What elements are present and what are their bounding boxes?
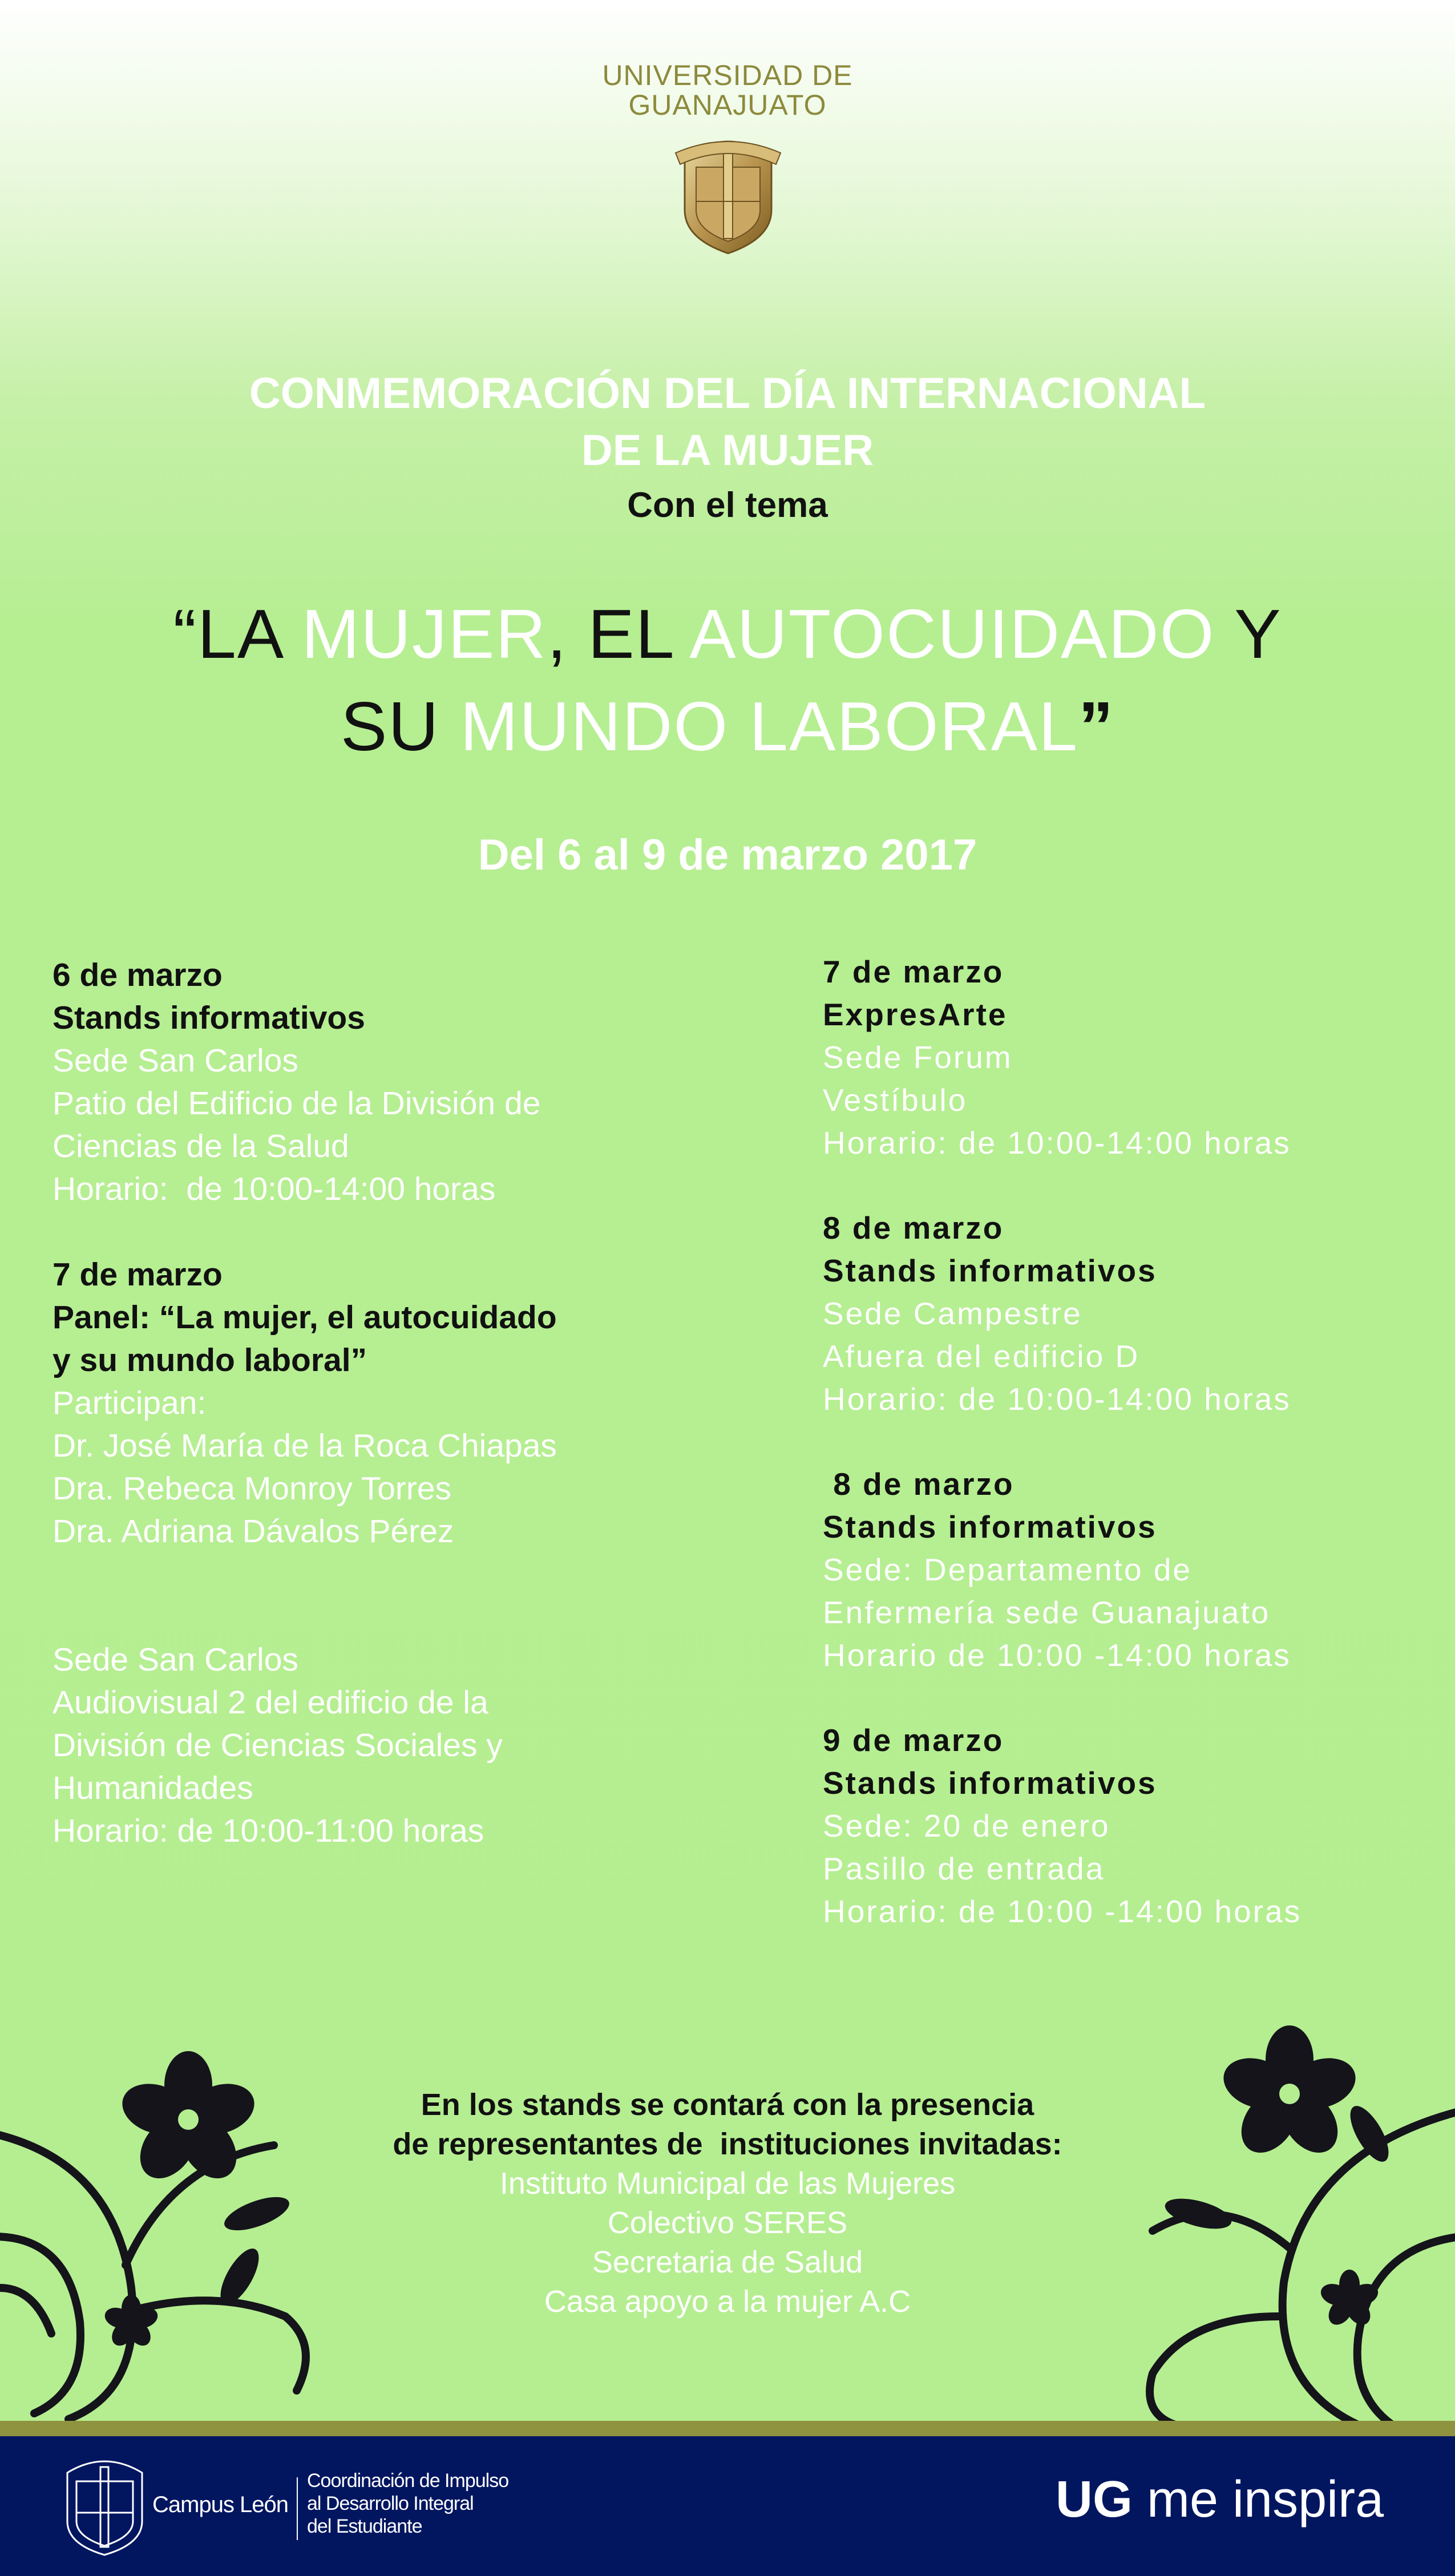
event-detail: División de Ciencias Sociales y (52, 1727, 503, 1764)
event-date: 7 de marzo (52, 1256, 223, 1293)
institution-item: Colectivo SERES (607, 2206, 848, 2240)
event-detail: Sede Campestre (823, 1296, 1082, 1331)
event-block (52, 1639, 503, 1853)
event-detail: Horario: de 10:00-14:00 horas (823, 1381, 1291, 1417)
coordination-line: del Estudiante (307, 2516, 422, 2537)
institutions-intro: de representantes de instituciones invitadas: (393, 2127, 1062, 2161)
event-block (823, 1463, 1291, 1677)
close-quote: ” (1078, 688, 1114, 765)
event-detail: Horario: de 10:00-11:00 horas (52, 1813, 484, 1849)
event-date: 6 de marzo (52, 957, 223, 993)
theme-intro: Con el tema (627, 486, 828, 525)
event-detail: Pasillo de entrada (823, 1851, 1105, 1886)
slogan-ug: UG (1056, 2471, 1133, 2528)
event-title: Stands informativos (823, 1253, 1157, 1288)
event-detail: Horario: de 10:00-14:00 horas (823, 1125, 1291, 1160)
olive-divider (0, 2421, 1455, 2436)
institution-item: Instituto Municipal de las Mujeres (499, 2166, 956, 2201)
event-block (823, 1207, 1291, 1421)
date-range: Del 6 al 9 de marzo 2017 (478, 831, 977, 879)
event-block (823, 951, 1291, 1164)
event-detail: Horario: de 10:00-14:00 horas (52, 1171, 496, 1207)
theme-word: SU (341, 688, 460, 765)
event-detail: Sede Forum (823, 1040, 1013, 1075)
event-title: y su mundo laboral” (52, 1342, 367, 1378)
institution-item: Casa apoyo a la mujer A.C (544, 2284, 911, 2319)
event-detail: Audiovisual 2 del edificio de la (52, 1684, 488, 1721)
institution-item: Secretaria de Salud (592, 2245, 863, 2279)
event-detail: Dr. José María de la Roca Chiapas (52, 1427, 557, 1464)
footer-divider (297, 2477, 298, 2540)
event-title-line-2: DE LA MUJER (581, 426, 874, 475)
coordination-line: Coordinación de Impulso (307, 2470, 509, 2492)
event-detail: Dra. Adriana Dávalos Pérez (52, 1513, 454, 1550)
event-detail: Ciencias de la Salud (52, 1128, 349, 1164)
campus-name: Campus León (152, 2492, 289, 2517)
event-detail: Sede: 20 de enero (823, 1808, 1110, 1843)
university-seal-logo (673, 124, 783, 254)
theme-title (0, 588, 1455, 773)
event-detail: Sede San Carlos (52, 1641, 298, 1678)
event-block (52, 1253, 557, 1553)
event-block (823, 1719, 1302, 1933)
slogan (1056, 2470, 1384, 2529)
event-detail: Dra. Rebeca Monroy Torres (52, 1470, 452, 1507)
theme-word: LA (197, 595, 302, 673)
invited-institutions (0, 2085, 1455, 2322)
theme-word-highlight: MUJER (301, 595, 547, 673)
event-detail: Horario de 10:00 -14:00 horas (823, 1637, 1291, 1673)
event-detail: Horario: de 10:00 -14:00 horas (823, 1894, 1302, 1929)
event-date: 7 de marzo (823, 954, 1004, 989)
event-detail: Patio del Edificio de la División de (52, 1085, 541, 1122)
event-title-line-1: CONMEMORACIÓN DEL DÍA INTERNACIONAL (249, 369, 1206, 418)
event-date: 8 de marzo (823, 1210, 1004, 1245)
event-title: ExpresArte (823, 997, 1008, 1032)
event-detail: Vestíbulo (823, 1082, 968, 1118)
event-detail: Sede San Carlos (52, 1042, 298, 1079)
event-date: 9 de marzo (823, 1722, 1004, 1758)
event-detail: Enfermería sede Guanajuato (823, 1595, 1271, 1630)
theme-word-highlight: MUNDO LABORAL (460, 688, 1078, 765)
university-line-1: UNIVERSIDAD DE (602, 59, 853, 91)
coordination-line: al Desarrollo Integral (307, 2493, 474, 2514)
event-title: Stands informativos (823, 1765, 1157, 1801)
event-detail: Sede: Departamento de (823, 1552, 1192, 1587)
campus-seal-logo (60, 2450, 149, 2556)
footer (0, 2436, 1455, 2576)
event-detail: Afuera del edificio D (823, 1338, 1140, 1374)
theme-word: Y (1215, 595, 1282, 673)
event-title (0, 365, 1455, 479)
theme-word-highlight: AUTOCUIDADO (689, 595, 1215, 673)
coordination-name (307, 2469, 508, 2538)
event-detail: Humanidades (52, 1770, 253, 1806)
slogan-rest: me inspira (1133, 2471, 1384, 2528)
event-block (52, 954, 540, 1211)
event-title: Panel: “La mujer, el autocuidado (52, 1299, 557, 1336)
university-line-2: GUANAJUATO (628, 89, 827, 121)
event-detail: Participan: (52, 1385, 207, 1421)
institutions-intro: En los stands se contará con la presencia (421, 2088, 1034, 2122)
event-date: 8 de marzo (823, 1466, 1015, 1502)
event-title: Stands informativos (52, 1000, 365, 1036)
open-quote: “ (173, 595, 197, 673)
university-name (0, 60, 1455, 120)
theme-word: , EL (547, 595, 690, 673)
event-title: Stands informativos (823, 1509, 1157, 1544)
